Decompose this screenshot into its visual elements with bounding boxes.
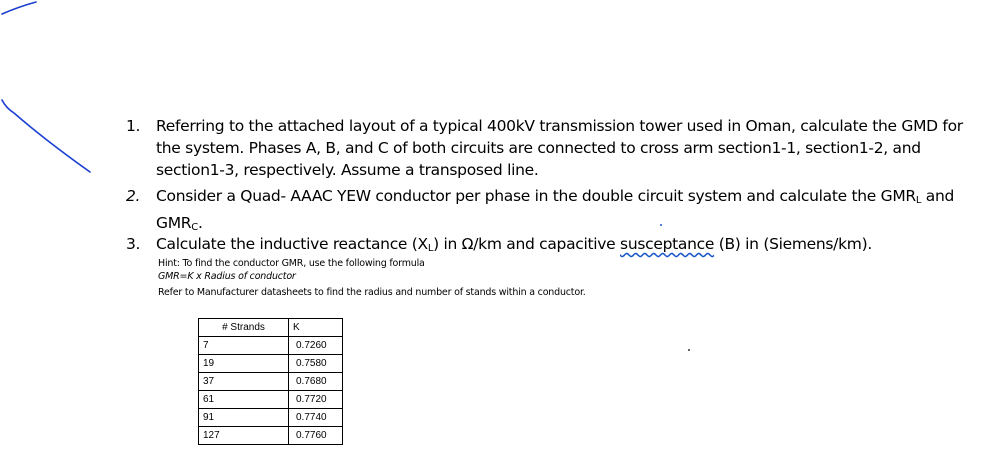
question-2-line-1: Consider a Quad- AAAC YEW conductor per phase in the double circuit system and calculate the $GMR_L$ and — [156, 187, 955, 206]
question-3-line: Calculate the inductive reactance $(X_L)$ in Ω/km and capacitive susceptance (B) in (Siemens/km). — [156, 235, 872, 254]
k-cell: 0.7760 — [289, 427, 343, 445]
gmr-c-subscript: C — [191, 222, 198, 233]
stray-dot — [688, 349, 690, 351]
table-row — [199, 427, 343, 445]
hint-datasheet-note: Refer to Manufacturer datasheets to find the radius and number of stands within a conductor. — [158, 287, 586, 298]
question-2-line-2: $GMR_C$. — [156, 214, 203, 233]
question-1-number: 1. — [126, 117, 141, 135]
pen-stroke-diagonal — [2, 100, 90, 172]
k-cell: 0.7580 — [289, 355, 343, 373]
strands-cell: 61 — [199, 391, 289, 409]
strands-cell: 19 — [199, 355, 289, 373]
question-2-number: 2. — [126, 187, 141, 205]
question-1-line-3: section1-3, respectively. Assume a transposed line. — [156, 161, 539, 179]
table-row — [199, 373, 343, 391]
k-cell: 0.7260 — [289, 337, 343, 355]
question-1-line-2: the system. Phases A, B, and C of both circuits are connected to cross arm section1-1, section1-2, and — [156, 139, 921, 157]
table-row — [199, 391, 343, 409]
k-cell: 0.7680 — [289, 373, 343, 391]
strands-cell: 7 — [199, 337, 289, 355]
pen-annotation — [0, 0, 120, 200]
stray-dot — [660, 224, 662, 226]
strands-k-table — [198, 318, 343, 445]
header-k: K — [289, 319, 343, 337]
k-cell: 0.7740 — [289, 409, 343, 427]
strands-cell: 127 — [199, 427, 289, 445]
table-row — [199, 409, 343, 427]
strands-cell: 37 — [199, 373, 289, 391]
table-row — [199, 337, 343, 355]
strands-cell: 91 — [199, 409, 289, 427]
question-3-number: 3. — [126, 235, 141, 253]
pen-stroke-top — [2, 2, 36, 14]
header-strands: # Strands — [199, 319, 289, 337]
gmr-l-subscript: L — [915, 195, 922, 206]
question-1-line-1: Referring to the attached layout of a typical 400kV transmission tower used in Oman, calculate the GMD for — [156, 117, 963, 135]
k-cell: 0.7720 — [289, 391, 343, 409]
hint-formula: GMR=K x Radius of conductor — [158, 271, 296, 282]
xl-subscript: L — [427, 243, 434, 254]
spellcheck-word: susceptance — [620, 235, 715, 253]
table-header-row — [199, 319, 343, 337]
hint-line-1: Hint: To find the conductor GMR, use the following formula — [158, 258, 425, 269]
table-row — [199, 355, 343, 373]
